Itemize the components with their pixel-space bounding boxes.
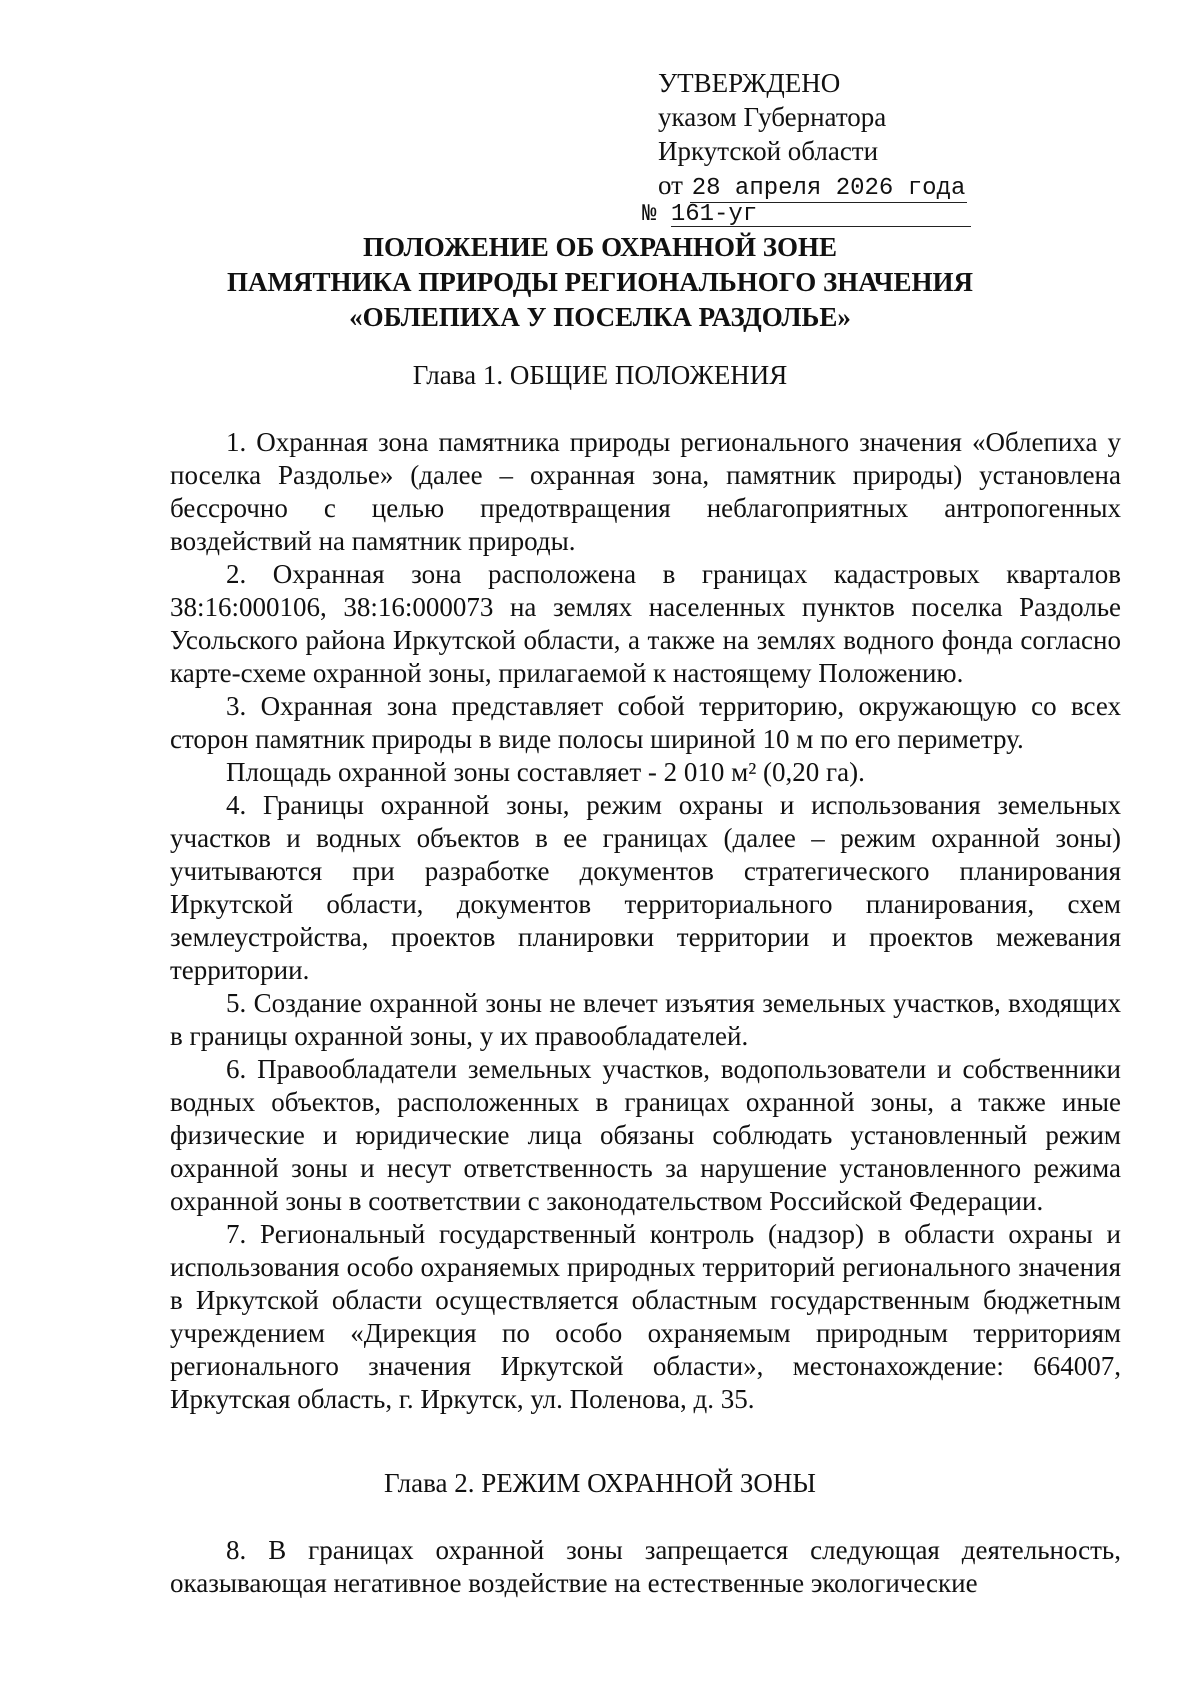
chapter-2-heading: Глава 2. РЕЖИМ ОХРАННОЙ ЗОНЫ	[384, 1468, 816, 1498]
decree-number-line	[642, 203, 971, 227]
chapter-1-heading: Глава 1. ОБЩИЕ ПОЛОЖЕНИЯ	[412, 360, 788, 390]
paragraph-1: 1. Охранная зона памятника природы регионального значения «Облепиха у поселка Раздолье» (далее – охранная зона, памятник природы) установлена бессрочно с целью предотвращения неблагоприятных антропогенных воздействий на памятник природы.	[170, 427, 1121, 556]
decree-label: указом Губернатора	[658, 102, 887, 132]
paragraph-8: 8. В границах охранной зоны запрещается следующая деятельность, оказывающая негативное воздействие на естественные экологические	[170, 1535, 1121, 1598]
decree-date-line	[658, 168, 971, 203]
approved-label: УТВЕРЖДЕНО	[658, 68, 841, 98]
paragraph-4: 4. Границы охранной зоны, режим охраны и использования земельных участков и водных объектов в ее границах (далее – режим охранной зоны) учитываются при разработке документов стратегического планирования Иркутской области, документов территориального планирования, схем землеустройства, проектов планировки территории и проектов межевания территории.	[170, 790, 1121, 985]
region-label: Иркутской области	[658, 136, 879, 166]
number-prefix: №	[642, 201, 657, 228]
chapter-2-body	[170, 1534, 1121, 1600]
title-line-3: «ОБЛЕПИХА У ПОСЕЛКА РАЗДОЛЬЕ»	[349, 302, 851, 332]
date-prefix: от	[658, 170, 683, 200]
paragraph-5: 5. Создание охранной зоны не влечет изъятия земельных участков, входящих в границы охранной зоны, у их правообладателей.	[170, 988, 1121, 1051]
document-title	[0, 230, 1200, 335]
paragraph-2: 2. Охранная зона расположена в границах кадастровых кварталов 38:16:000106, 38:16:000073 на землях населенных пунктов поселка Раздолье Усольского района Иркутской области, а также на землях водного фонда согласно карте-схеме охранной зоны, прилагаемой к настоящему Положению.	[170, 559, 1121, 688]
chapter-1-body	[170, 426, 1121, 1416]
paragraph-3: 3. Охранная зона представляет собой территорию, окружающую со всех сторон памятник природы в виде полосы шириной 10 м по его периметру.	[170, 691, 1121, 754]
title-line-2: ПАМЯТНИКА ПРИРОДЫ РЕГИОНАЛЬНОГО ЗНАЧЕНИЯ	[226, 267, 974, 297]
paragraph-7: 7. Региональный государственный контроль (надзор) в области охраны и использования особо охраняемых природных территорий регионального значения в Иркутской области осуществляется областным государственным бюджетным учреждением «Дирекция по особо охраняемым природным территориям регионального значения Иркутской области», местонахождение: 664007, Иркутская область, г. Иркутск, ул. Поленова, д. 35.	[170, 1219, 1121, 1414]
paragraph-area: Площадь охранной зоны составляет - 2 010 м² (0,20 га).	[226, 757, 865, 787]
approval-stamp	[642, 66, 971, 228]
decree-number: 161-уг	[671, 204, 971, 227]
title-line-1: ПОЛОЖЕНИЕ ОБ ОХРАННОЙ ЗОНЕ	[362, 232, 838, 262]
decree-date: 28 апреля 2026 года	[691, 175, 966, 202]
paragraph-6: 6. Правообладатели земельных участков, водопользователи и собственники водных объектов, расположенных в границах охранной зоны, а также иные физические и юридические лица обязаны соблюдать установленный режим охранной зоны и несут ответственность за нарушение установленного режима охранной зоны в соответствии с законодательством Российской Федерации.	[170, 1054, 1121, 1216]
